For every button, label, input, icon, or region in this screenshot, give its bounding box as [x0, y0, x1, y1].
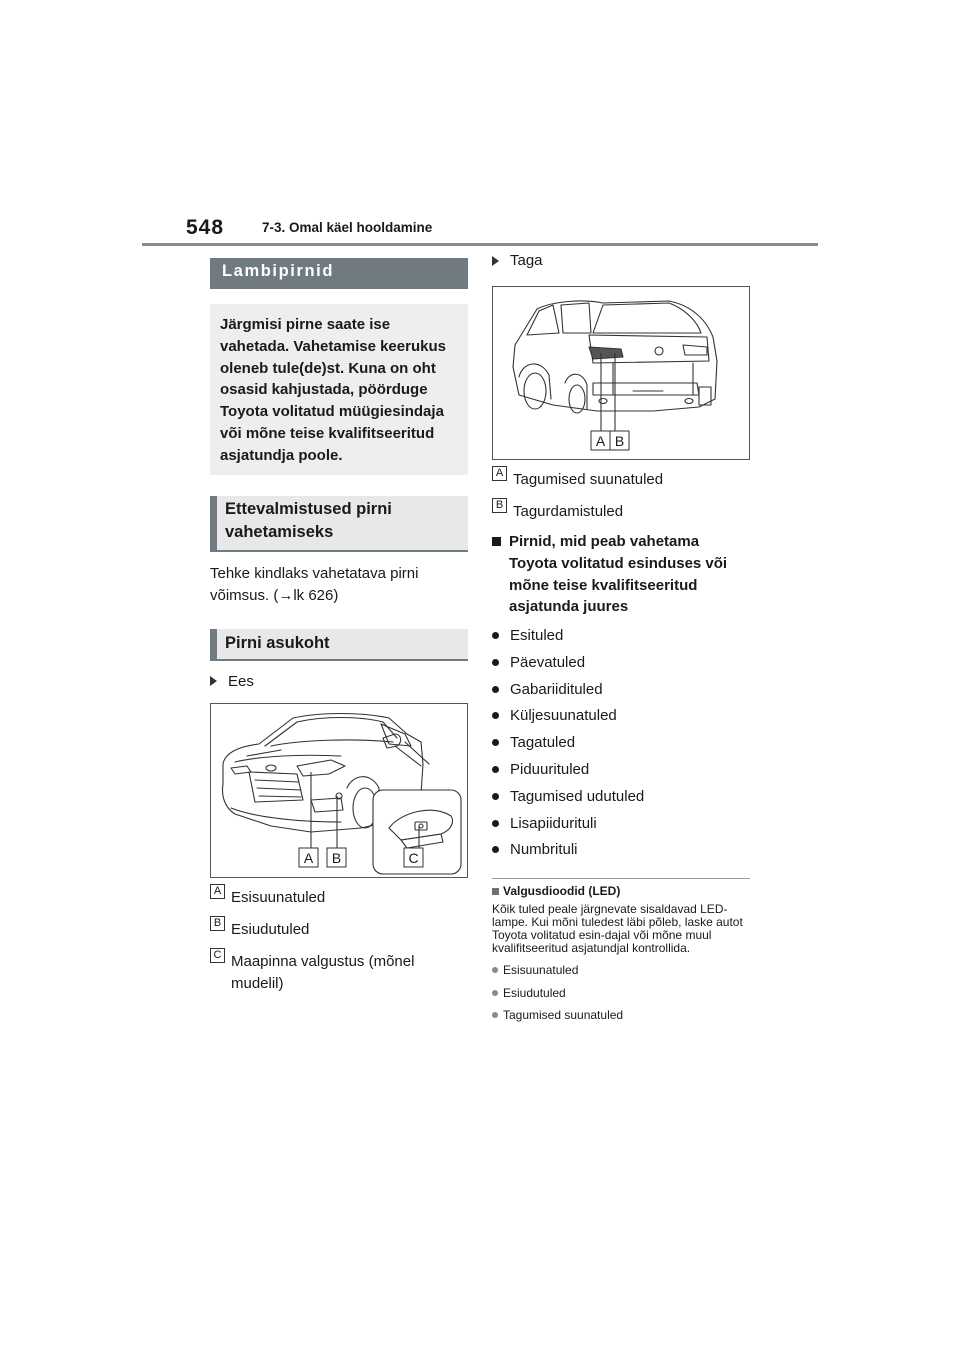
- bullet-icon: [492, 766, 499, 773]
- right-column: [492, 252, 750, 863]
- prep-title: Ettevalmistused pirni vahetamiseks: [225, 499, 392, 542]
- bullet-icon: [492, 739, 499, 746]
- legend-letter-b: B: [492, 498, 507, 513]
- legend-letter-a: A: [210, 884, 225, 899]
- dealer-bulb-list: [492, 622, 750, 863]
- list-item: Piduurituled: [492, 756, 750, 783]
- list-item: Küljesuunatuled: [492, 703, 750, 730]
- front-car-illustration: [210, 703, 468, 878]
- legend-item: [210, 916, 468, 941]
- legend-letter-b: B: [210, 916, 225, 931]
- led-note: [492, 884, 750, 1027]
- front-car-drawing: [211, 704, 467, 877]
- rear-callout-b: B: [614, 433, 625, 449]
- front-view-label: Ees: [228, 672, 254, 690]
- legend-letter-c: C: [210, 948, 225, 963]
- intro-text: Järgmisi pirne saate ise vahetada. Vahetamise keerukus oleneb tule(de)st. Kuna on oht osasid kahjustada, pöörduge Toyota volitatud müügiesindaja või mõne teise kvalifitseeritud asjatundja poole.: [220, 316, 446, 464]
- list-item: Tagumised suunatuled: [492, 1004, 750, 1027]
- list-item: Tagumised udutuled: [492, 783, 750, 810]
- bullet-icon: [492, 793, 499, 800]
- location-title: Pirni asukoht: [225, 633, 330, 652]
- front-view-heading: [210, 673, 468, 690]
- rear-car-drawing: [493, 287, 749, 459]
- dealer-heading: [492, 531, 750, 618]
- front-legend: [210, 884, 468, 995]
- page-number: 548: [186, 216, 225, 239]
- note-list: [492, 959, 750, 1027]
- list-item: Gabariidituled: [492, 676, 750, 703]
- prep-text: Tehke kindlaks vahetatava pirni võimsus. (→lk 626): [210, 564, 419, 604]
- rear-view-heading: [492, 252, 750, 269]
- dealer-title: Pirnid, mid peab vahetama Toyota volitatud esinduses või mõne teise kvalifitseeritud asjatunda juures: [509, 533, 728, 616]
- legend-text: Maapinna valgustus (mõnel mudelil): [231, 952, 415, 992]
- bullet-icon: [492, 686, 499, 693]
- left-column: [210, 258, 468, 995]
- list-item: Päevatuled: [492, 649, 750, 676]
- front-callout-a: A: [303, 849, 314, 866]
- location-title-box: [210, 629, 468, 661]
- note-divider: [492, 878, 750, 879]
- bullet-icon: [492, 967, 498, 973]
- bullet-icon: [492, 632, 499, 639]
- rear-legend: [492, 469, 750, 523]
- bullet-icon: [492, 1012, 498, 1018]
- front-callout-c: C: [408, 849, 419, 866]
- list-item: Esisuunatuled: [492, 959, 750, 982]
- legend-text: Esisuunatuled: [231, 888, 326, 906]
- note-title: Valgusdioodid (LED): [503, 884, 621, 898]
- legend-text: Tagurdamistuled: [513, 503, 624, 520]
- note-heading: [492, 884, 750, 898]
- list-item: Lisapiidurituli: [492, 810, 750, 837]
- header-rule: [142, 243, 818, 246]
- front-callout-b: B: [331, 849, 342, 866]
- bullet-icon: [492, 990, 498, 996]
- bullet-icon: [492, 846, 499, 853]
- square-bullet-icon: [492, 537, 501, 546]
- triangle-bullet-icon: [210, 676, 217, 686]
- legend-text: Tagumised suunatuled: [513, 471, 664, 488]
- legend-item: [492, 501, 750, 523]
- section-title: 7-3. Omal käel hooldamine: [262, 220, 433, 235]
- triangle-bullet-icon: [492, 256, 499, 266]
- rear-car-illustration: [492, 286, 750, 460]
- lambipirnid-title-box: [210, 258, 468, 289]
- square-bullet-icon: [492, 888, 499, 895]
- list-item: Tagatuled: [492, 729, 750, 756]
- bullet-icon: [492, 820, 499, 827]
- list-item: Esituled: [492, 622, 750, 649]
- legend-item: [210, 948, 468, 995]
- list-item: Esiudutuled: [492, 982, 750, 1005]
- bullet-icon: [492, 712, 499, 719]
- legend-item: [210, 884, 468, 909]
- rear-callout-a: A: [595, 433, 606, 449]
- list-item: Numbrituli: [492, 837, 750, 864]
- prep-title-box: [210, 496, 468, 552]
- legend-letter-a: A: [492, 466, 507, 481]
- lambipirnid-title: Lambipirnid: [222, 262, 335, 280]
- note-text: Kõik tuled peale järgnevate sisaldavad LED-lampe. Kui mõni tuledest läbi põleb, laske autot Toyota volitatud esin-dajal või mõne muul kvalifitseeritud asjatundjal kontrollida.: [492, 902, 743, 955]
- rear-view-label: Taga: [510, 252, 543, 269]
- bullet-icon: [492, 659, 499, 666]
- legend-item: [492, 469, 750, 491]
- intro-box: [210, 304, 468, 475]
- legend-text: Esiudutuled: [231, 920, 310, 938]
